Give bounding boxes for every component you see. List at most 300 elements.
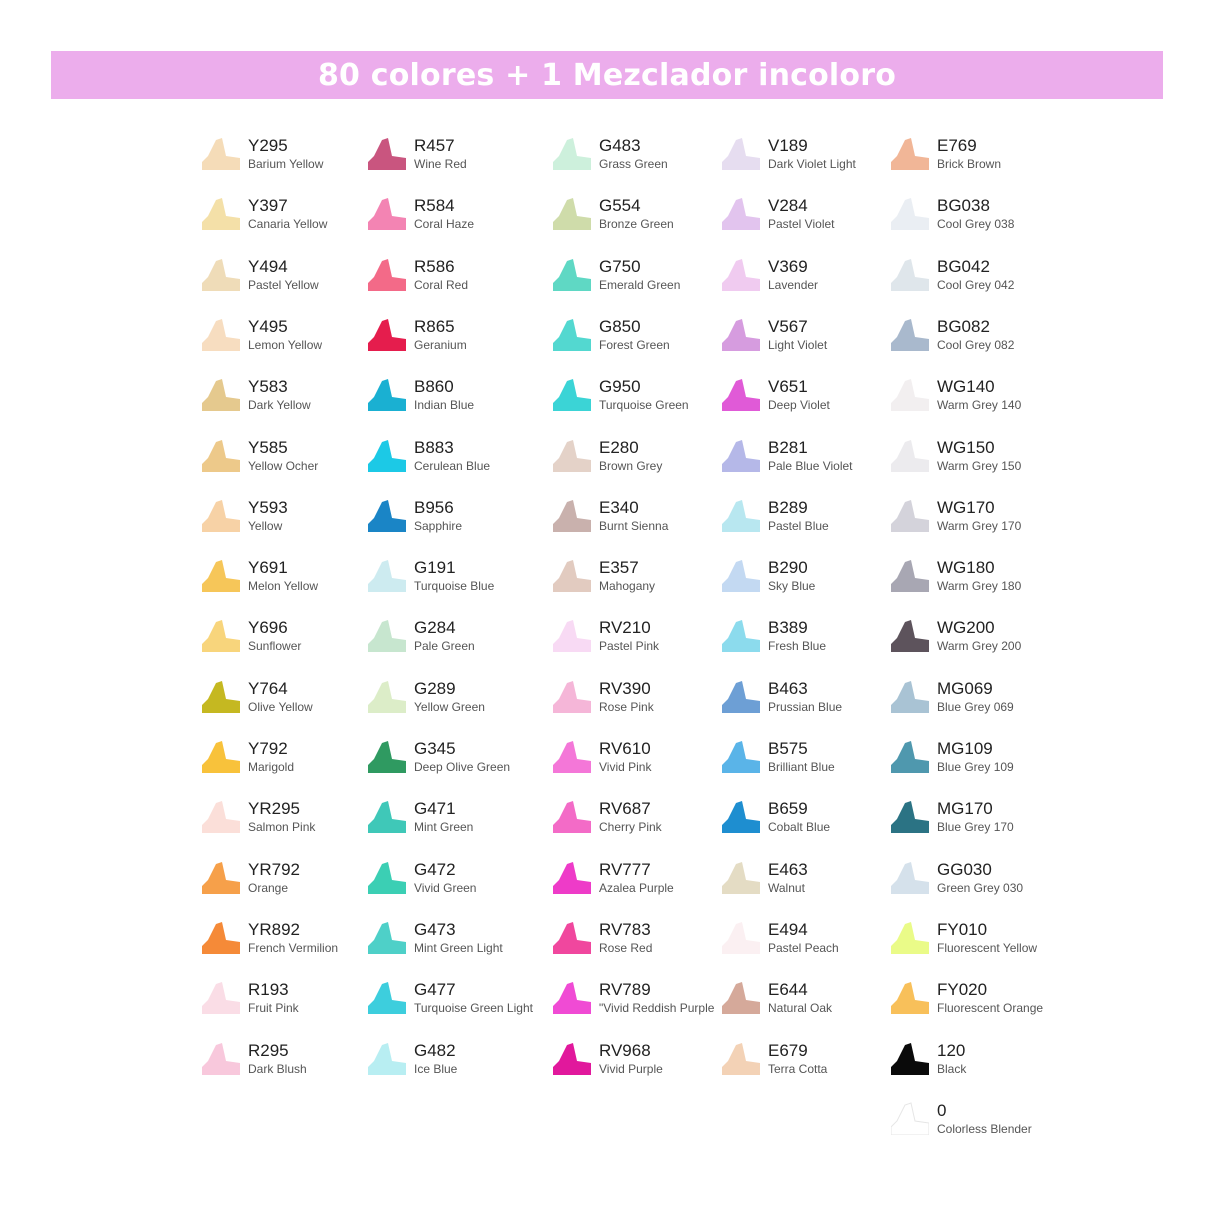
color-code: G554 [599,196,641,215]
color-swatch-item [553,494,723,544]
marker-tip-swatch [202,498,240,532]
marker-tip-swatch [553,257,591,291]
marker-tip-swatch [202,799,240,833]
color-name: "Vivid Reddish Purple [599,1001,715,1015]
color-code: R586 [414,257,455,276]
marker-tip-swatch [368,136,406,170]
color-code: B659 [768,799,808,818]
color-name: Warm Grey 180 [937,579,1022,593]
marker-tip-swatch [368,980,406,1014]
color-code: G473 [414,920,456,939]
color-code: FY010 [937,920,988,939]
marker-tip-swatch [368,679,406,713]
color-name: Mint Green Light [414,941,503,955]
color-swatch-item [722,1037,892,1087]
color-swatch-item [553,313,723,363]
page-title: 80 colores + 1 Mezclador incoloro [317,57,897,93]
color-code: WG180 [937,558,995,577]
color-swatch-item [553,916,723,966]
marker-tip-swatch [891,257,929,291]
color-code: G472 [414,860,456,879]
color-name: Indian Blue [414,398,475,412]
color-swatch-item [368,916,538,966]
color-code: G950 [599,377,641,396]
color-swatch-item [202,916,372,966]
color-code: E494 [768,920,808,939]
color-name: French Vermilion [248,941,339,955]
marker-tip-swatch [891,920,929,954]
marker-tip-swatch [368,618,406,652]
marker-tip-swatch [202,980,240,1014]
color-name: Salmon Pink [248,820,316,834]
color-name: Warm Grey 140 [937,398,1022,412]
color-swatch-item [202,1037,372,1087]
marker-tip-swatch [553,980,591,1014]
marker-tip-swatch [368,438,406,472]
marker-tip-swatch [722,498,760,532]
color-code: V369 [768,257,808,276]
color-swatch-item [553,253,723,303]
color-name: Marigold [248,760,295,774]
color-swatch-item [722,795,892,845]
color-swatch-item [553,856,723,906]
color-name: Vivid Pink [599,760,652,774]
color-code: RV968 [599,1041,651,1060]
marker-tip-swatch [368,920,406,954]
marker-tip-swatch [722,377,760,411]
color-name: Brown Grey [599,459,663,473]
color-name: Sunflower [248,639,302,653]
marker-tip-swatch [891,558,929,592]
color-code: Y495 [248,317,288,336]
color-swatch-item [722,916,892,966]
color-swatch-item [202,976,372,1026]
color-name: Wine Red [414,157,467,171]
marker-tip-swatch [202,558,240,592]
marker-tip-swatch [368,558,406,592]
marker-tip-swatch [553,377,591,411]
color-code: WG150 [937,438,995,457]
color-code: BG082 [937,317,990,336]
color-code: WG170 [937,498,995,517]
color-code: WG200 [937,618,995,637]
color-name: Fluorescent Yellow [937,941,1038,955]
color-name: Geranium [414,338,467,352]
color-swatch-item [722,554,892,604]
color-swatch-item [553,735,723,785]
color-code: YR792 [248,860,300,879]
color-swatch-item [722,253,892,303]
marker-tip-swatch [722,799,760,833]
color-name: Warm Grey 170 [937,519,1022,533]
color-name: Pastel Blue [768,519,829,533]
color-swatch-item [553,434,723,484]
color-swatch-item [368,132,538,182]
color-name: Cool Grey 038 [937,217,1015,231]
color-swatch-item [891,675,1061,725]
color-code: R295 [248,1041,289,1060]
color-code: Y397 [248,196,288,215]
color-swatch-item [553,614,723,664]
color-swatch-item [202,795,372,845]
color-name: Colorless Blender [937,1122,1032,1136]
color-code: G750 [599,257,641,276]
color-name: Black [937,1062,967,1076]
marker-tip-swatch [722,438,760,472]
color-swatch-item [368,192,538,242]
marker-tip-swatch [553,920,591,954]
marker-tip-swatch [891,860,929,894]
marker-tip-swatch [368,377,406,411]
marker-tip-swatch [553,438,591,472]
color-code: B575 [768,739,808,758]
color-name: Sky Blue [768,579,816,593]
color-name: Brick Brown [937,157,1002,171]
marker-tip-swatch [722,1041,760,1075]
color-code: R865 [414,317,455,336]
marker-tip-swatch [368,498,406,532]
color-code: BG038 [937,196,990,215]
color-swatch-item [553,373,723,423]
color-swatch-item [722,614,892,664]
color-code: B290 [768,558,808,577]
color-name: Natural Oak [768,1001,833,1015]
color-code: G471 [414,799,456,818]
color-swatch-item [202,856,372,906]
marker-tip-swatch [891,498,929,532]
marker-tip-swatch [368,196,406,230]
color-code: 120 [937,1041,966,1060]
color-swatch-item [553,795,723,845]
color-swatch-item [202,313,372,363]
color-code: V284 [768,196,808,215]
color-swatch-item [891,856,1061,906]
marker-tip-swatch [368,1041,406,1075]
color-swatch-item [891,976,1061,1026]
color-name: Azalea Purple [599,881,674,895]
marker-tip-swatch [891,317,929,351]
color-code: B883 [414,438,454,457]
color-swatch-item [202,494,372,544]
color-swatch-item [891,735,1061,785]
color-code: WG140 [937,377,995,396]
color-swatch-item [891,1037,1061,1087]
color-swatch-item [722,976,892,1026]
color-code: E357 [599,558,639,577]
color-code: Y494 [248,257,288,276]
color-swatch-item [722,313,892,363]
color-swatch-item [368,976,538,1026]
color-code: G284 [414,618,456,637]
marker-tip-swatch [722,920,760,954]
color-swatch-item [891,614,1061,664]
color-name: Bronze Green [599,217,674,231]
color-swatch-item [722,856,892,906]
color-swatch-item [553,192,723,242]
color-name: Coral Red [414,278,469,292]
color-swatch-item [202,253,372,303]
color-swatch-item [368,434,538,484]
color-name: Cobalt Blue [768,820,831,834]
color-name: Rose Red [599,941,653,955]
color-code: Y295 [248,136,288,155]
color-swatch-item [368,795,538,845]
color-name: Fresh Blue [768,639,827,653]
color-name: Deep Olive Green [414,760,511,774]
color-name: Prussian Blue [768,700,843,714]
marker-tip-swatch [202,438,240,472]
color-name: Canaria Yellow [248,217,328,231]
color-swatch-item [553,675,723,725]
marker-tip-swatch [202,679,240,713]
color-swatch-item [722,373,892,423]
color-code: MG170 [937,799,993,818]
color-code: RV687 [599,799,651,818]
color-swatch-item [368,856,538,906]
marker-tip-swatch [202,860,240,894]
color-code: Y583 [248,377,288,396]
color-name: Pastel Violet [768,217,835,231]
color-code: G483 [599,136,641,155]
color-name: Light Violet [768,338,828,352]
marker-tip-swatch [553,1041,591,1075]
color-swatch-item [891,795,1061,845]
color-name: Terra Cotta [768,1062,828,1076]
color-name: Warm Grey 200 [937,639,1022,653]
marker-tip-swatch [368,799,406,833]
marker-tip-swatch [722,196,760,230]
color-code: MG069 [937,679,993,698]
color-swatch-item [553,1037,723,1087]
color-code: E463 [768,860,808,879]
marker-tip-swatch [202,257,240,291]
color-code: Y764 [248,679,288,698]
marker-tip-swatch [202,317,240,351]
color-name: Turquoise Blue [414,579,495,593]
marker-tip-swatch [202,920,240,954]
color-code: RV210 [599,618,651,637]
marker-tip-swatch [891,799,929,833]
color-swatch-item [368,675,538,725]
color-swatch-item [891,434,1061,484]
color-code: RV777 [599,860,651,879]
marker-tip-swatch [368,860,406,894]
color-code: B281 [768,438,808,457]
marker-tip-swatch [553,498,591,532]
color-name: Lemon Yellow [248,338,323,352]
color-swatch-item [891,132,1061,182]
color-code: V567 [768,317,808,336]
color-code: RV390 [599,679,651,698]
color-code: R457 [414,136,455,155]
color-swatch-item [202,434,372,484]
color-name: Turquoise Green [599,398,689,412]
color-code: E340 [599,498,639,517]
color-code: B463 [768,679,808,698]
color-name: Pastel Peach [768,941,839,955]
color-name: Cherry Pink [599,820,662,834]
color-name: Yellow Green [414,700,485,714]
color-code: MG109 [937,739,993,758]
color-swatch-item [368,373,538,423]
color-name: Cool Grey 042 [937,278,1015,292]
color-swatch-item [202,675,372,725]
marker-tip-swatch [553,860,591,894]
color-swatch-item [553,554,723,604]
color-swatch-item [202,614,372,664]
marker-tip-swatch [891,618,929,652]
color-code: RV783 [599,920,651,939]
color-swatch-item [722,675,892,725]
color-name: Ice Blue [414,1062,458,1076]
color-name: Pastel Yellow [248,278,319,292]
color-code: Y696 [248,618,288,637]
color-code: RV610 [599,739,651,758]
color-code: G289 [414,679,456,698]
marker-tip-swatch [553,679,591,713]
color-code: E644 [768,980,808,999]
color-name: Melon Yellow [248,579,319,593]
color-swatch-item [202,554,372,604]
color-code: G850 [599,317,641,336]
color-name: Rose Pink [599,700,654,714]
marker-tip-swatch [722,257,760,291]
marker-tip-swatch [553,196,591,230]
color-name: Green Grey 030 [937,881,1024,895]
marker-tip-swatch [722,679,760,713]
marker-tip-swatch [891,980,929,1014]
color-name: Dark Blush [248,1062,307,1076]
color-swatch-item [891,313,1061,363]
color-swatch-item [722,735,892,785]
color-swatch-item [202,192,372,242]
color-swatch-item [368,494,538,544]
color-code: 0 [937,1101,947,1120]
marker-tip-swatch [368,257,406,291]
marker-tip-swatch [202,377,240,411]
color-code: E679 [768,1041,808,1060]
color-swatch-item [891,373,1061,423]
marker-tip-swatch [553,618,591,652]
color-code: YR295 [248,799,300,818]
color-code: V651 [768,377,808,396]
marker-tip-swatch [202,136,240,170]
color-code: V189 [768,136,808,155]
marker-tip-swatch [553,136,591,170]
marker-tip-swatch [368,317,406,351]
color-code: G482 [414,1041,456,1060]
color-swatch-item [891,554,1061,604]
marker-tip-swatch [368,739,406,773]
color-name: Pale Green [414,639,475,653]
color-name: Yellow Ocher [248,459,319,473]
color-name: Lavender [768,278,819,292]
color-name: Cerulean Blue [414,459,491,473]
color-code: Y585 [248,438,288,457]
color-swatch-item [368,253,538,303]
color-name: Pastel Pink [599,639,660,653]
color-code: G477 [414,980,456,999]
color-swatch-item [722,192,892,242]
color-swatch-item [722,494,892,544]
color-code: B389 [768,618,808,637]
marker-tip-swatch [553,739,591,773]
marker-tip-swatch [891,739,929,773]
color-name: Orange [248,881,289,895]
color-code: Y593 [248,498,288,517]
color-name: Olive Yellow [248,700,313,714]
marker-tip-swatch [891,438,929,472]
color-code: B956 [414,498,454,517]
color-code: B860 [414,377,454,396]
color-swatch-item [202,735,372,785]
color-swatch-item [553,132,723,182]
marker-tip-swatch [202,1041,240,1075]
color-swatch-item [202,373,372,423]
color-code: YR892 [248,920,300,939]
color-swatch-item [891,253,1061,303]
marker-tip-swatch [722,136,760,170]
color-name: Blue Grey 170 [937,820,1014,834]
marker-tip-swatch [722,739,760,773]
color-swatch-item [891,916,1061,966]
marker-tip-swatch [891,377,929,411]
color-code: FY020 [937,980,988,999]
color-name: Dark Yellow [248,398,311,412]
color-code: R193 [248,980,289,999]
color-name: Walnut [768,881,805,895]
color-swatch-item [368,735,538,785]
color-swatch-item [368,554,538,604]
color-code: R584 [414,196,455,215]
color-name: Emerald Green [599,278,681,292]
color-name: Brilliant Blue [768,760,835,774]
color-code: E769 [937,136,977,155]
color-code: BG042 [937,257,990,276]
marker-tip-swatch [553,799,591,833]
marker-tip-swatch [891,679,929,713]
color-name: Warm Grey 150 [937,459,1022,473]
color-swatch-item [891,1097,1061,1147]
color-name: Mint Green [414,820,474,834]
color-name: Yellow [248,519,283,533]
marker-tip-swatch [891,1041,929,1075]
color-name: Turquoise Green Light [414,1001,533,1015]
color-swatch-item [368,614,538,664]
color-name: Sapphire [414,519,463,533]
color-name: Vivid Green [414,881,477,895]
marker-tip-swatch [891,136,929,170]
color-name: Mahogany [599,579,656,593]
color-name: Blue Grey 109 [937,760,1014,774]
color-swatch-item [368,313,538,363]
marker-tip-swatch [553,558,591,592]
marker-tip-swatch [891,196,929,230]
color-code: G191 [414,558,456,577]
color-name: Vivid Purple [599,1062,663,1076]
marker-tip-swatch [891,1101,929,1135]
color-name: Fluorescent Orange [937,1001,1044,1015]
marker-tip-swatch [722,317,760,351]
color-code: B289 [768,498,808,517]
marker-tip-swatch [553,317,591,351]
color-swatch-item [722,132,892,182]
color-code: Y792 [248,739,288,758]
color-name: Barium Yellow [248,157,324,171]
color-swatch-item [722,434,892,484]
marker-tip-swatch [202,739,240,773]
marker-tip-swatch [722,860,760,894]
